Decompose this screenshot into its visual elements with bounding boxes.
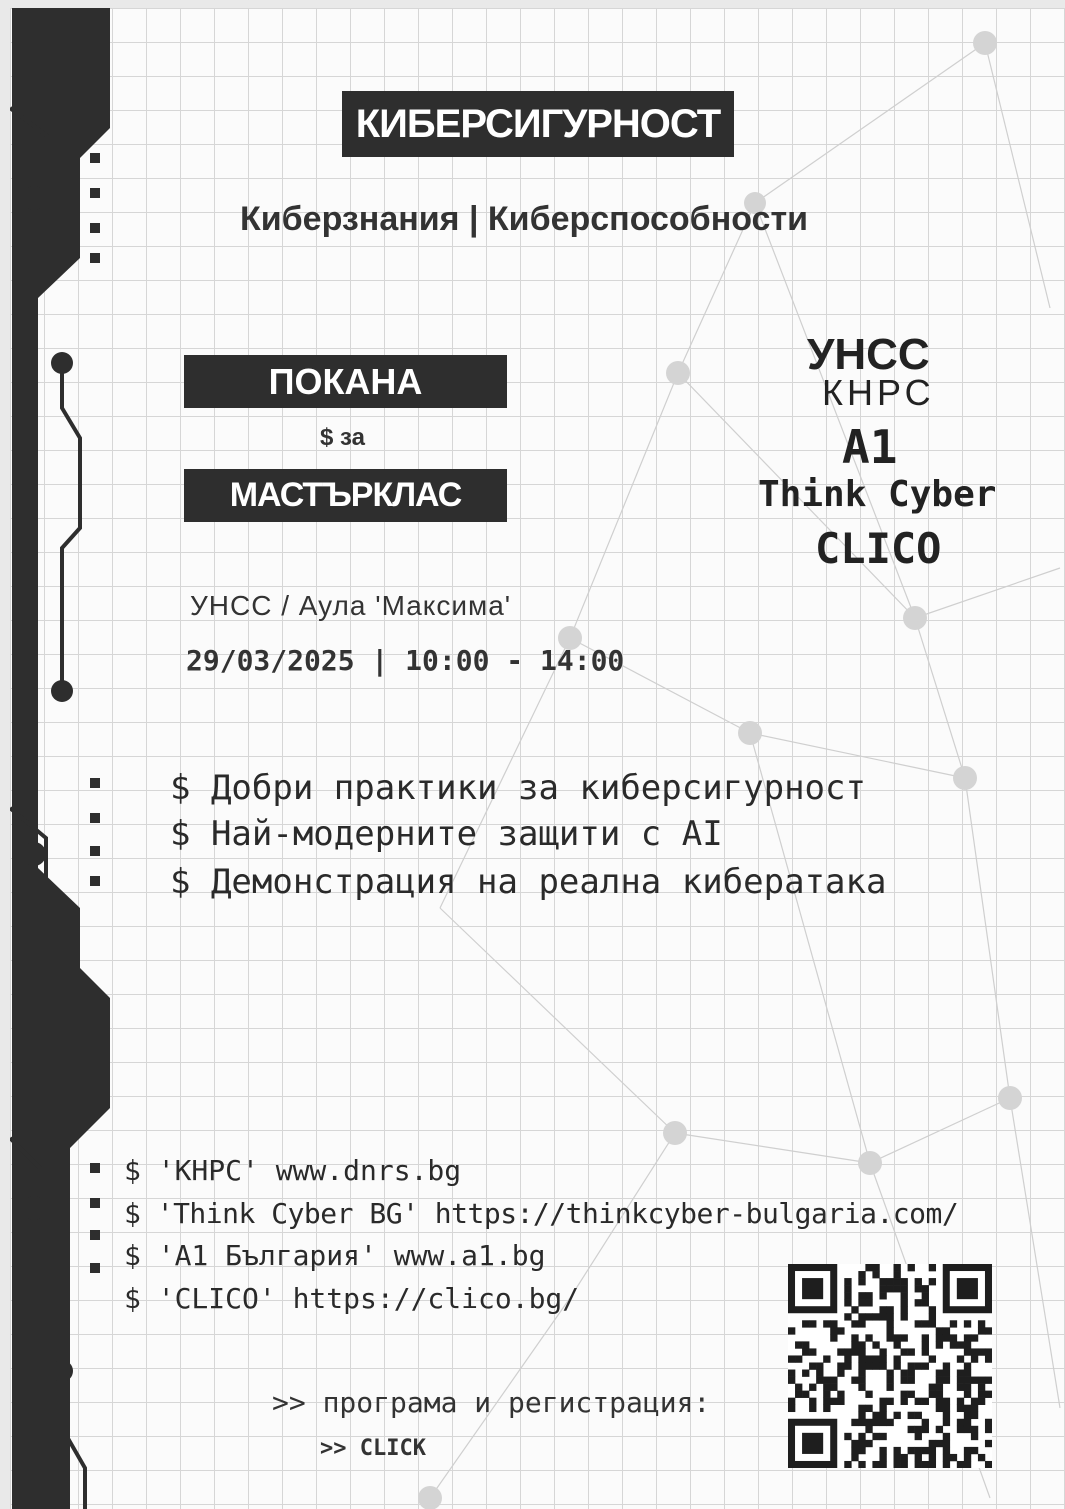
- qr-code-icon[interactable]: [788, 1264, 992, 1468]
- link-think-cyber[interactable]: $ 'Think Cyber BG' https://thinkcyber-bulgaria.com/: [124, 1197, 959, 1230]
- registration-prompt: >> програма и регистрация:: [272, 1386, 711, 1419]
- venue-place: УНСС / Аула 'Максима': [190, 590, 512, 621]
- registration-click-link[interactable]: >> CLICK: [320, 1436, 426, 1461]
- topic-item: $ Демонстрация на реална кибератака: [170, 862, 887, 902]
- qr-code-graphic: [788, 1264, 992, 1468]
- organizer-a1: A1: [842, 420, 898, 474]
- link-clico[interactable]: $ 'CLICO' https://clico.bg/: [124, 1282, 580, 1315]
- subtitle: Киберзнания | Киберспособности: [240, 200, 809, 238]
- main-title-box: [342, 91, 734, 157]
- event-label-box: [184, 469, 507, 522]
- invite-label-box: [184, 355, 507, 408]
- link-a1[interactable]: $ 'A1 България' www.a1.bg: [124, 1239, 546, 1272]
- main-title: КИБЕРСИГУРНОСТ: [355, 102, 721, 146]
- topic-item: $ Добри практики за киберсигурност: [170, 768, 866, 808]
- topic-item: $ Най-модерните защити с AI: [170, 814, 723, 854]
- organizer-knrs: КНРС: [822, 372, 935, 413]
- venue-datetime: 29/03/2025 | 10:00 - 14:00: [186, 644, 625, 677]
- organizer-unss: УНСС: [807, 330, 930, 379]
- circuit-border-decoration: [10, 8, 120, 1509]
- organizer-clico: CLICO: [815, 524, 942, 573]
- event-label: МАСТЪРКЛАС: [229, 476, 462, 514]
- flyer-page: [10, 8, 1065, 1509]
- link-knrs[interactable]: $ 'КНРС' www.dnrs.bg: [124, 1154, 462, 1187]
- organizer-think-cyber: Think Cyber: [758, 474, 997, 515]
- invite-label: ПОКАНА: [268, 361, 423, 402]
- invite-connector: $ за: [320, 424, 365, 451]
